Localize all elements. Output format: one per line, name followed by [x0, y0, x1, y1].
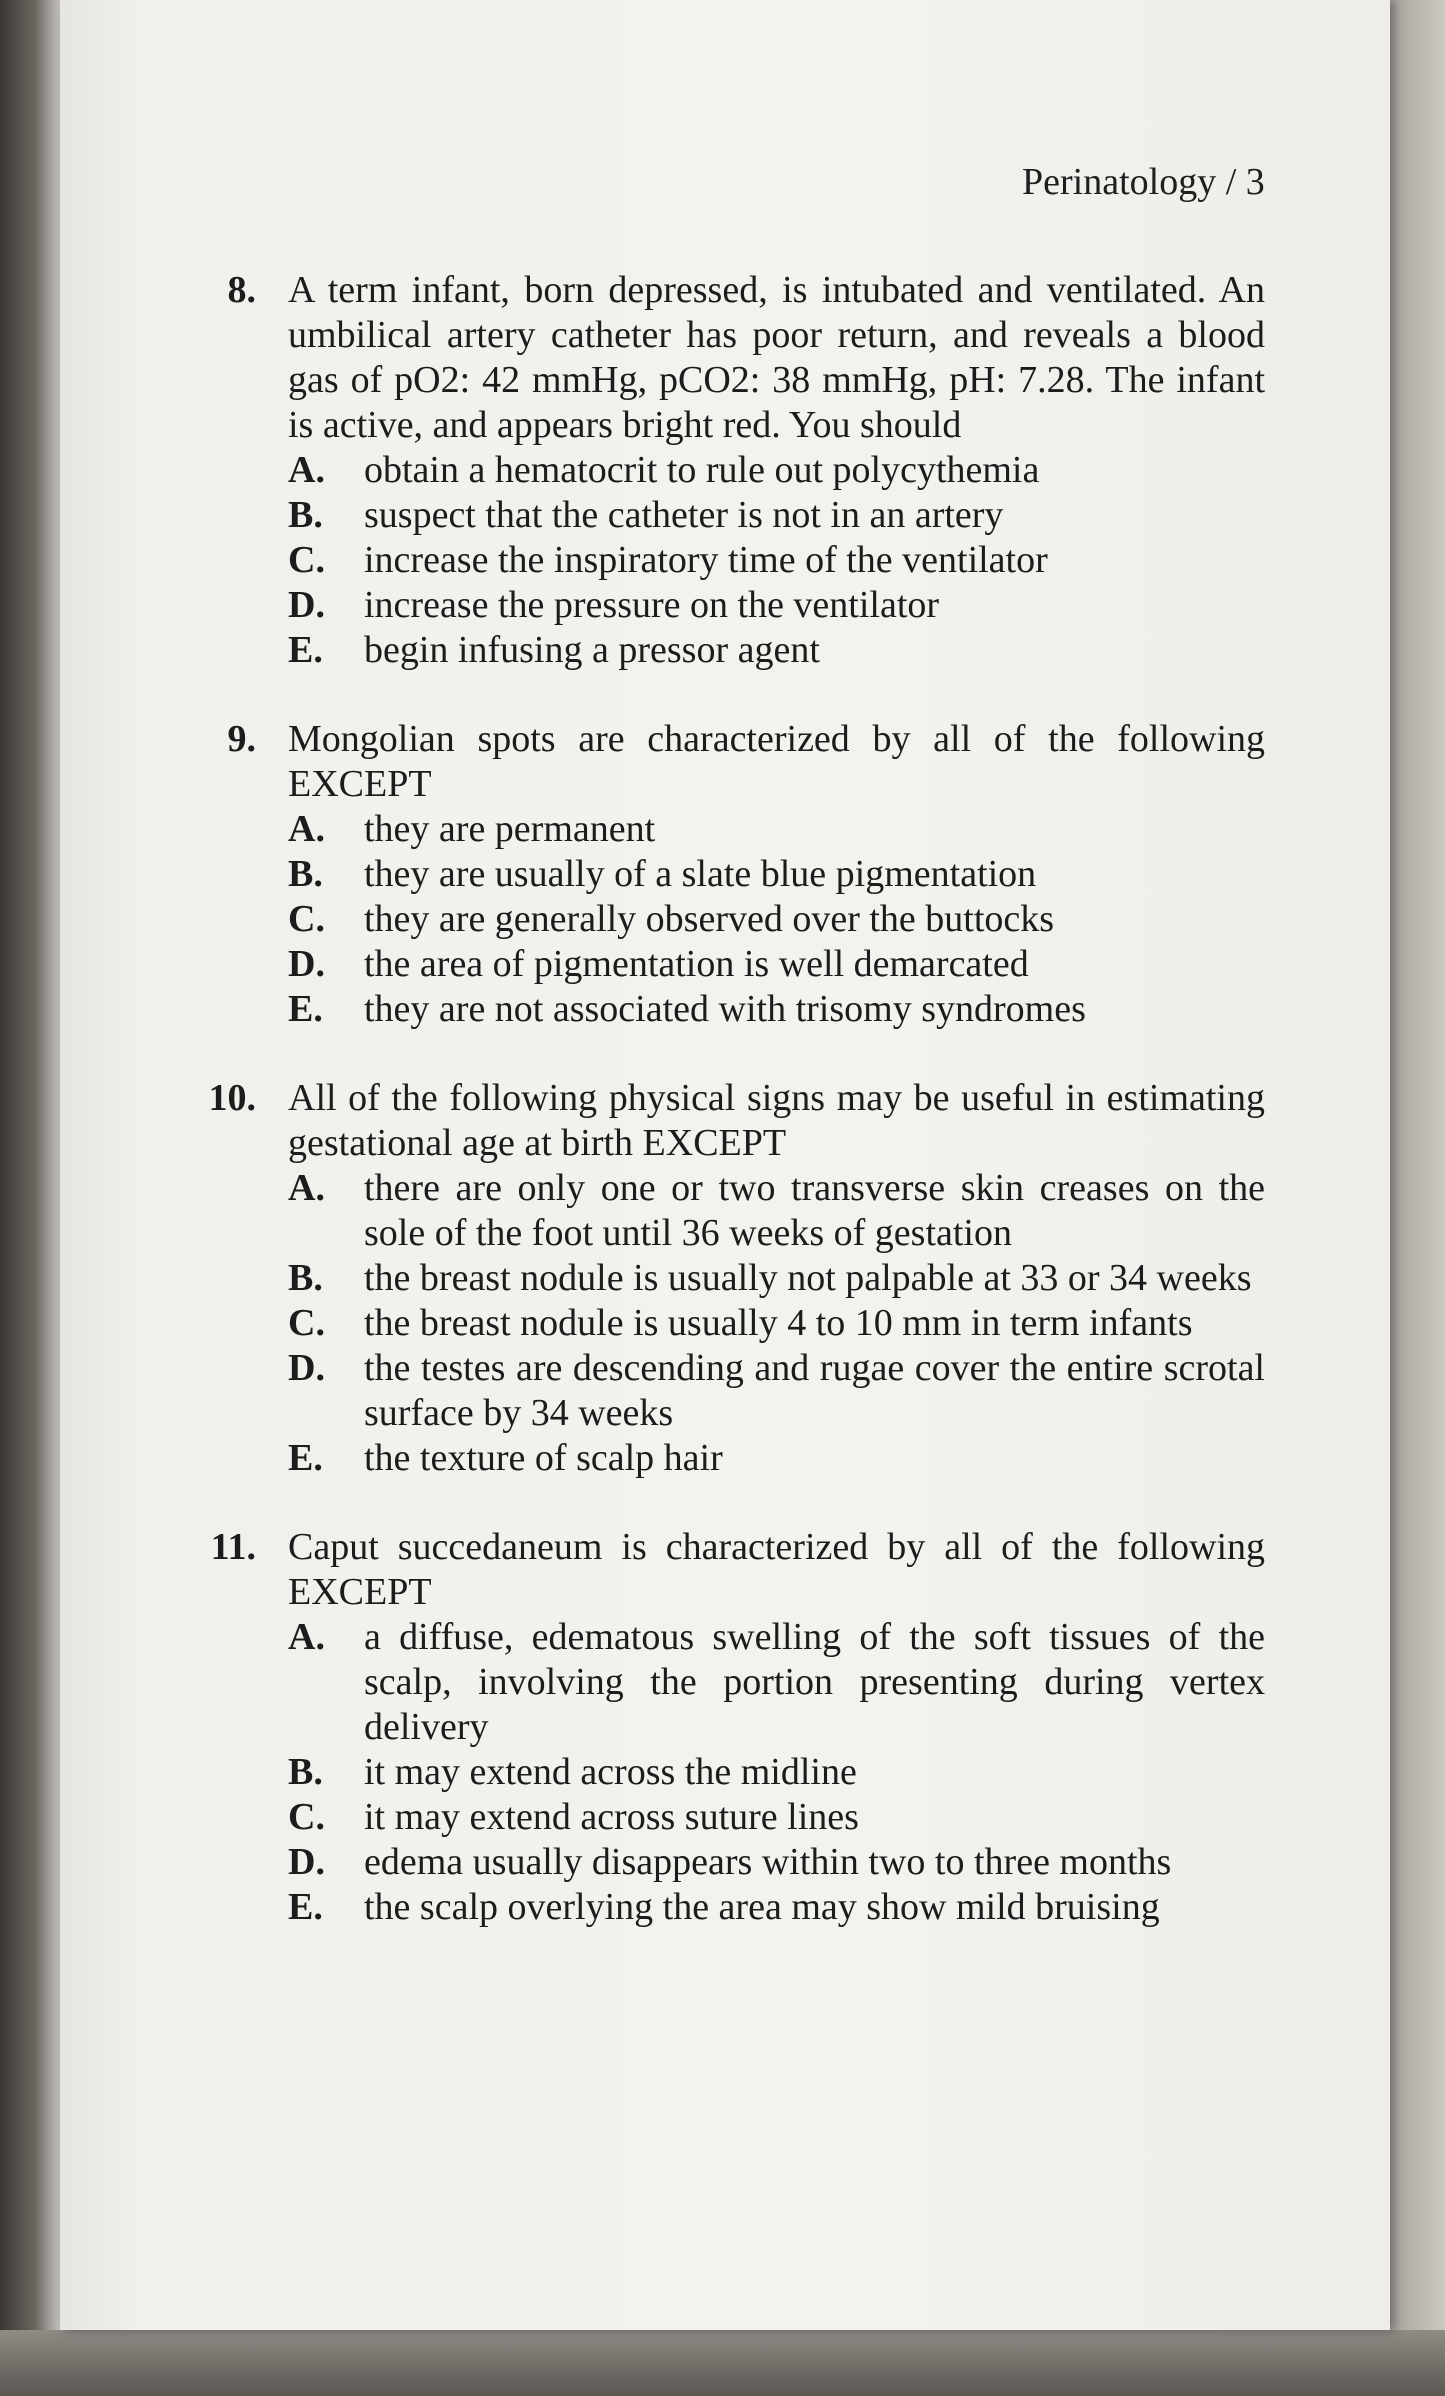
answer-option-e [288, 1885, 1265, 1930]
option-text: they are usually of a slate blue pigmentation [364, 853, 1037, 895]
option-text: they are generally observed over the buttocks [364, 898, 1055, 940]
answer-option-d [288, 942, 1265, 987]
question-spacer [180, 673, 1265, 717]
option-text: it may extend across the midline [364, 1751, 857, 1793]
answer-option-a [288, 448, 1265, 493]
option-text: begin infusing a pressor agent [364, 629, 820, 671]
book-gutter [0, 0, 64, 2396]
option-text: the scalp overlying the area may show mild bruising [364, 1886, 1160, 1928]
option-text: a diffuse, edematous swelling of the soft tissues of the scalp, involving the portion presenting during vertex delivery [364, 1616, 1265, 1748]
question-number: 8. [227, 269, 256, 311]
answer-option-e [288, 1436, 1265, 1481]
option-letter: E. [288, 988, 323, 1030]
answer-option-d [288, 583, 1265, 628]
answer-option-c [288, 897, 1265, 942]
option-text: they are permanent [364, 808, 656, 850]
option-letter: E. [288, 1886, 323, 1928]
question-9 [180, 717, 1265, 1032]
answer-option-b [288, 1750, 1265, 1795]
background-surface [0, 2330, 1445, 2396]
option-letter: D. [288, 1841, 325, 1883]
answer-option-a [288, 1166, 1265, 1256]
option-letter: C. [288, 1796, 325, 1838]
option-letter: E. [288, 629, 323, 671]
question-list [180, 268, 1265, 1930]
option-text: they are not associated with trisomy syndromes [364, 988, 1086, 1030]
question-spacer [180, 1032, 1265, 1076]
answer-option-d [288, 1840, 1265, 1885]
option-text: the testes are descending and rugae cover the entire scrotal surface by 34 weeks [364, 1347, 1265, 1434]
option-text: the texture of scalp hair [364, 1437, 723, 1479]
option-letter: B. [288, 853, 323, 895]
page-edge [1390, 0, 1445, 2396]
answer-option-e [288, 628, 1265, 673]
answer-option-a [288, 1615, 1265, 1750]
option-text: there are only one or two transverse skin creases on the sole of the foot until 36 weeks of gestation [364, 1167, 1265, 1254]
question-number: 9. [227, 718, 256, 760]
option-letter: C. [288, 1302, 325, 1344]
question-10 [180, 1076, 1265, 1481]
option-text: edema usually disappears within two to three months [364, 1841, 1172, 1883]
answer-option-b [288, 493, 1265, 538]
question-stem: Mongolian spots are characterized by all of the following EXCEPT [288, 718, 1265, 805]
option-letter: B. [288, 494, 323, 536]
option-text: it may extend across suture lines [364, 1796, 859, 1838]
question-11 [180, 1525, 1265, 1930]
question-number: 11. [210, 1526, 256, 1568]
option-text: the breast nodule is usually 4 to 10 mm in term infants [364, 1302, 1193, 1344]
option-letter: A. [288, 808, 325, 850]
option-letter: B. [288, 1751, 323, 1793]
option-letter: D. [288, 584, 325, 626]
question-stem: All of the following physical signs may be useful in estimating gestational age at birth EXCEPT [288, 1077, 1265, 1164]
answer-option-e [288, 987, 1265, 1032]
option-letter: C. [288, 898, 325, 940]
option-text: the area of pigmentation is well demarcated [364, 943, 1029, 985]
option-letter: D. [288, 943, 325, 985]
question-spacer [180, 1481, 1265, 1525]
option-letter: A. [288, 1167, 325, 1209]
option-letter: A. [288, 1616, 325, 1658]
option-text: increase the pressure on the ventilator [364, 584, 940, 626]
answer-option-c [288, 1795, 1265, 1840]
option-text: suspect that the catheter is not in an artery [364, 494, 1004, 536]
answer-option-c [288, 538, 1265, 583]
question-stem: A term infant, born depressed, is intubated and ventilated. An umbilical artery catheter has poor return, and reveals a blood gas of pO2: 42 mmHg, pCO2: 38 mmHg, pH: 7.28. The infant is active, and appears bright red. You should [288, 269, 1265, 446]
answer-option-a [288, 807, 1265, 852]
question-number: 10. [208, 1077, 256, 1119]
option-letter: D. [288, 1347, 325, 1389]
option-text: obtain a hematocrit to rule out polycythemia [364, 449, 1040, 491]
question-stem: Caput succedaneum is characterized by all of the following EXCEPT [288, 1526, 1265, 1613]
question-8 [180, 268, 1265, 673]
option-letter: C. [288, 539, 325, 581]
answer-option-b [288, 1256, 1265, 1301]
option-letter: E. [288, 1437, 323, 1479]
running-head: Perinatology / 3 [1022, 161, 1265, 203]
answer-option-b [288, 852, 1265, 897]
answer-option-d [288, 1346, 1265, 1436]
option-letter: B. [288, 1257, 323, 1299]
option-text: the breast nodule is usually not palpable at 33 or 34 weeks [364, 1257, 1252, 1299]
option-letter: A. [288, 449, 325, 491]
option-text: increase the inspiratory time of the ventilator [364, 539, 1048, 581]
answer-option-c [288, 1301, 1265, 1346]
